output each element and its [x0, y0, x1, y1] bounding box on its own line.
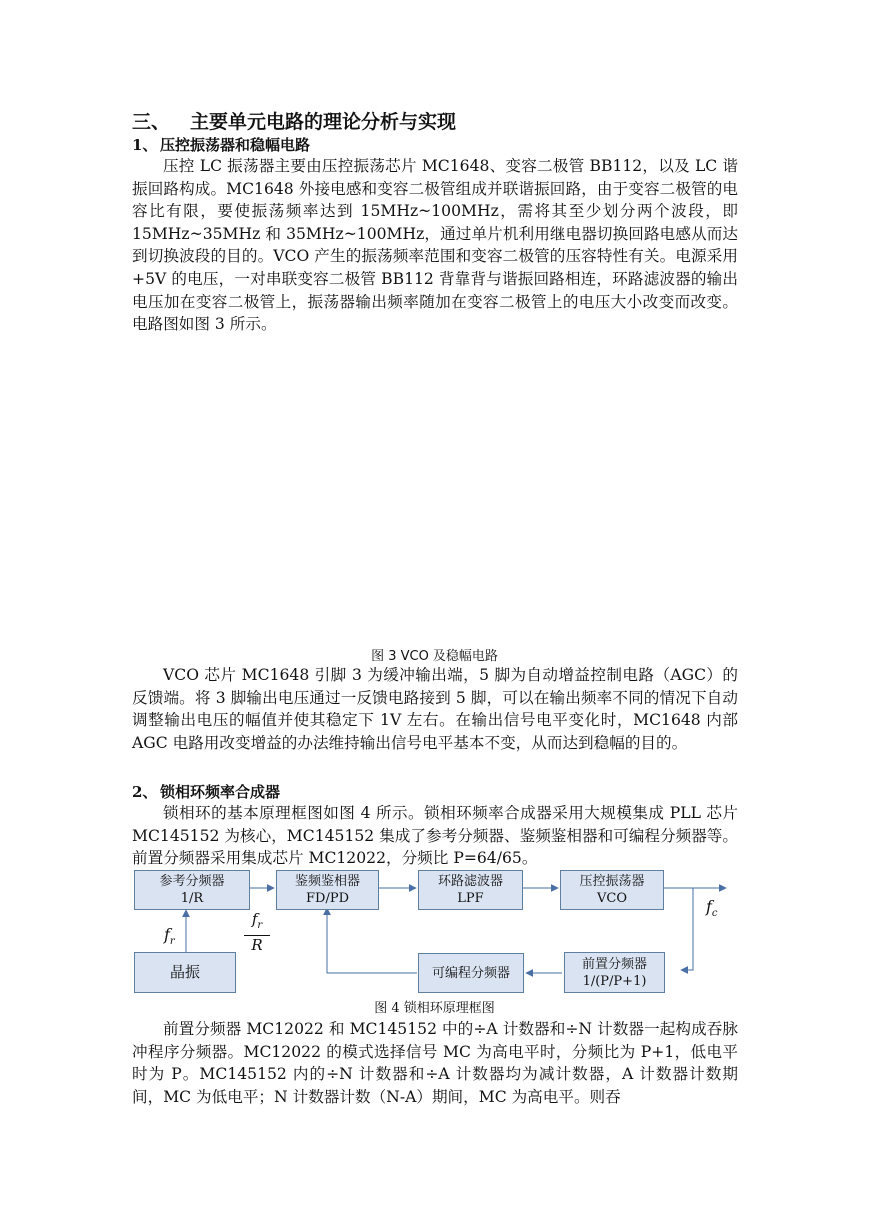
arrow-prog-to-pfd [327, 908, 417, 973]
ref-divider-name: 参考分频器 [159, 874, 225, 889]
section-number: 三、 [132, 111, 171, 133]
subsection-1-title: 压控振荡器和稳幅电路 [160, 136, 311, 154]
subsection-1-number: 1、 [132, 136, 158, 154]
figure-4-caption: 图 4 锁相环原理框图 [374, 1001, 495, 1016]
ref-divider-block [134, 870, 250, 910]
fr-label: $f_r$ [164, 925, 175, 948]
vco-abbr: VCO [597, 891, 627, 906]
subsection-1-heading [132, 134, 310, 155]
programmable-divider-name: 可编程分频器 [431, 965, 510, 981]
subsection-2-title: 锁相环频率合成器 [160, 783, 281, 801]
fraction-denominator: R [251, 936, 263, 954]
prescaler-block [564, 952, 665, 993]
pfd-abbr: FD/PD [306, 891, 349, 906]
figure-3-placeholder [132, 352, 738, 632]
crystal-name: 晶振 [169, 963, 200, 981]
figure-3-caption: 图 3 VCO 及稳幅电路 [371, 649, 498, 664]
section-heading [132, 107, 456, 134]
pll-block-diagram [126, 865, 742, 999]
prescaler-name: 前置分频器 [581, 956, 647, 972]
ref-divider-ratio: 1/R [180, 891, 204, 906]
lpf-name: 环路滤波器 [437, 874, 503, 889]
subsection-2-number: 2、 [132, 783, 158, 801]
arrow-vco-to-prescaler [681, 888, 693, 970]
crystal-block [134, 952, 236, 993]
pfd-block [276, 870, 379, 910]
fr-over-r-fraction [244, 910, 270, 954]
programmable-divider-block [418, 953, 524, 993]
pll-intro-paragraph: 锁相环的基本原理框图如图 4 所示。锁相环频率合成器采用大规模集成 PLL 芯片 MC145152 为核心，MC145152 集成了参考分频器、鉴频鉴相器和可编程分频器等。前置分频器采用集成芯片 MC12022，分频比 P=64/65。 [132, 804, 738, 868]
fraction-numerator: $f_r$ [244, 910, 270, 936]
vco-agc-paragraph: VCO 芯片 MC1648 引脚 3 为缓冲输出端，5 脚为自动增益控制电路（AGC）的反馈端。将 3 脚输出电压通过一反馈电路接到 5 脚，可以在输出频率不同的情况下自动调整输出电压的幅值并使其稳定下 1V 左右。在输出信号电平变化时，MC1648 内部 AGC 电路用改变增益的办法维持输出信号电平基本不变，从而达到稳幅的目的。 [132, 666, 738, 752]
fc-label: $f_c$ [706, 897, 718, 920]
swallow-counter-paragraph: 前置分频器 MC12022 和 MC145152 中的÷A 计数器和÷N 计数器一起构成吞脉冲程序分频器。MC12022 的模式选择信号 MC 为高电平时，分频比为 P+1，低电平时为 P。MC145152 内的÷N 计数器和÷A 计数器均为减计数器，A 计数器计数期间，MC 为低电平；N 计数器计数（N-A）期间，MC 为高电平。则吞 [132, 1020, 738, 1106]
vco-block [560, 870, 664, 910]
subsection-2-heading [132, 781, 280, 802]
pfd-name: 鉴频鉴相器 [294, 874, 360, 889]
section-title: 主要单元电路的理论分析与实现 [190, 111, 457, 133]
vco-intro-paragraph: 压控 LC 振荡器主要由压控振荡芯片 MC1648、变容二极管 BB112，以及 LC 谐振回路构成。MC1648 外接电感和变容二极管组成并联谐振回路，由于变容二极管的电容比有限，要使振荡频率达到 15MHz~100MHz，需将其至少划分两个波段，即 15MHz~35MHz 和 35MHz~100MHz，通过单片机利用继电器切换回路电感从而达到切换波段的目的。VCO 产生的振荡频率范围和变容二极管的压容特性有关。电源采用+5V 的电压，一对串联变容二极管 BB112 背靠背与谐振回路相连，环路滤波器的输出电压加在变容二极管上，振荡器输出频率随加在变容二极管上的电压大小改变而改变。电路图如图 3 所示。 [132, 157, 738, 334]
lpf-block [418, 870, 523, 910]
vco-name: 压控振荡器 [579, 874, 645, 889]
prescaler-ratio: 1/(P/P+1) [582, 973, 647, 989]
lpf-abbr: LPF [457, 891, 484, 906]
